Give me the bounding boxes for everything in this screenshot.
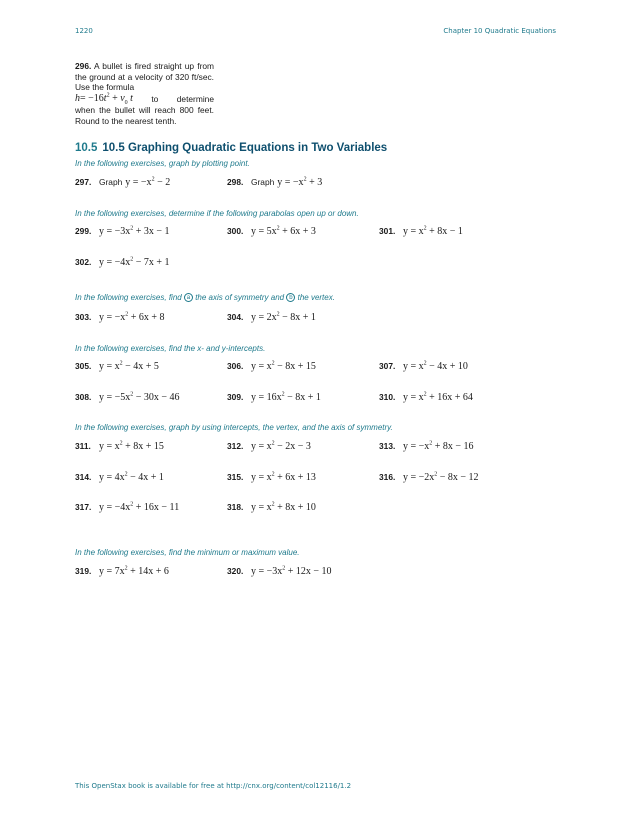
instruction-plot: In the following exercises, graph by plotting point.	[75, 159, 250, 168]
equation: $y = -4x^2 + 16x - 11$	[99, 501, 180, 513]
instruction-minmax: In the following exercises, find the minimum or maximum value.	[75, 548, 300, 557]
exercise-number: 313.	[379, 441, 396, 451]
section-title-text: 10.5 Graphing Quadratic Equations in Two Variables	[102, 142, 388, 154]
exercise-number: 312.	[227, 441, 244, 451]
exercise-number: 308.	[75, 392, 92, 402]
exercise-315	[227, 472, 316, 483]
exercise-311	[75, 441, 164, 452]
problem-text: A bullet is fired straight up from the ground at a velocity of 320 ft/sec. Use the formula	[75, 61, 214, 92]
instruction-intercepts: In the following exercises, find the x- and y-intercepts.	[75, 344, 266, 353]
equation: $y = 4x^2 - 4x + 1$	[99, 471, 164, 483]
exercise-number: 309.	[227, 392, 244, 402]
exercise-302	[75, 257, 170, 268]
determine-word: determine	[176, 93, 214, 104]
exercise-316	[379, 472, 479, 483]
equation: $y = -3x^2 + 12x - 10$	[251, 565, 332, 577]
circled-a-icon: a	[184, 293, 193, 302]
equation: $y = 16x^2 - 8x + 1$	[251, 391, 321, 403]
exercise-297	[75, 177, 170, 188]
exercise-number: 306.	[227, 361, 244, 371]
instruction-graph-using: In the following exercises, graph by using intercepts, the vertex, and the axis of symmetry.	[75, 423, 393, 432]
exercise-309	[227, 392, 321, 403]
exercise-number: 317.	[75, 502, 92, 512]
graph-word: Graph	[251, 177, 275, 187]
exercise-number: 298.	[227, 177, 244, 187]
exercise-number: 300.	[227, 226, 244, 236]
equation: $y = -x^2 + 3$	[277, 176, 323, 188]
exercise-number: 318.	[227, 502, 244, 512]
exercise-306	[227, 361, 316, 372]
section-number: 10.5	[75, 142, 98, 154]
equation: $y = x^2 + 6x + 13$	[251, 471, 316, 483]
exercise-number: 314.	[75, 472, 92, 482]
exercise-307	[379, 361, 468, 372]
instruction-open: In the following exercises, determine if the following parabolas open up or down.	[75, 209, 359, 218]
exercise-305	[75, 361, 159, 372]
chapter-header: Chapter 10 Quadratic Equations	[443, 27, 556, 35]
equation: $y = -5x^2 - 30x - 46$	[99, 391, 180, 403]
exercise-number: 307.	[379, 361, 396, 371]
exercise-303	[75, 312, 165, 323]
equation: $y = -x^2 + 8x - 16$	[403, 440, 474, 452]
exercise-300	[227, 226, 316, 237]
exercise-number: 303.	[75, 312, 92, 322]
exercise-number: 311.	[75, 441, 91, 451]
problem-296	[75, 61, 214, 126]
exercise-number: 302.	[75, 257, 92, 267]
equation: $y = x^2 - 2x - 3$	[251, 440, 311, 452]
exercise-298	[227, 177, 322, 188]
equation: $y = -x^2 + 6x + 8$	[99, 311, 165, 323]
exercise-number: 310.	[379, 392, 396, 402]
exercise-299	[75, 226, 170, 237]
section-title	[75, 142, 387, 154]
exercise-304	[227, 312, 316, 323]
exercise-number: 301.	[379, 226, 396, 236]
equation: $y = 5x^2 + 6x + 3$	[251, 225, 316, 237]
equation: $y = x^2 - 4x + 10$	[403, 360, 468, 372]
equation: $y = -x^2 - 2$	[125, 176, 171, 188]
circled-b-icon: b	[286, 293, 295, 302]
exercise-319	[75, 566, 169, 577]
equation: $y = x^2 + 8x - 1$	[403, 225, 463, 237]
exercise-number: 305.	[75, 361, 92, 371]
exercise-number: 299.	[75, 226, 92, 236]
equation: $y = x^2 - 8x + 15$	[251, 360, 316, 372]
equation: $y = -3x^2 + 3x - 1$	[99, 225, 170, 237]
exercise-301	[379, 226, 463, 237]
page-number: 1220	[75, 27, 93, 35]
exercise-308	[75, 392, 180, 403]
exercise-number: 297.	[75, 177, 92, 187]
exercise-320	[227, 566, 332, 577]
exercise-number: 296.	[75, 61, 92, 71]
equation: $y = 7x^2 + 14x + 6$	[99, 565, 169, 577]
to-word: to	[151, 93, 159, 104]
formula-line	[75, 94, 214, 105]
equation: $y = x^2 + 16x + 64$	[403, 391, 473, 403]
exercise-314	[75, 472, 164, 483]
exercise-312	[227, 441, 311, 452]
exercise-number: 319.	[75, 566, 92, 576]
footer-link[interactable]: This OpenStax book is available for free at http://cnx.org/content/col12116/1.2	[75, 782, 352, 790]
graph-word: Graph	[99, 177, 123, 187]
equation: $y = 2x^2 - 8x + 1$	[251, 311, 316, 323]
formula: $h= -16t^2 + v_0$ t	[75, 92, 133, 106]
problem-text-end: when the bullet will reach 800 feet. Round to the nearest tenth.	[75, 105, 214, 126]
equation: $y = -4x^2 - 7x + 1$	[99, 256, 170, 268]
equation: $y = x^2 + 8x + 10$	[251, 501, 316, 513]
equation: $y = x^2 - 4x + 5$	[99, 360, 159, 372]
exercise-number: 316.	[379, 472, 396, 482]
exercise-317	[75, 502, 179, 513]
equation: $y = -2x^2 - 8x - 12$	[403, 471, 479, 483]
exercise-number: 304.	[227, 312, 244, 322]
exercise-313	[379, 441, 474, 452]
exercise-310	[379, 392, 473, 403]
exercise-number: 320.	[227, 566, 244, 576]
equation: $y = x^2 + 8x + 15$	[99, 440, 164, 452]
exercise-number: 315.	[227, 472, 244, 482]
instruction-axis: In the following exercises, find a the axis of symmetry and b the vertex.	[75, 293, 335, 302]
exercise-318	[227, 502, 316, 513]
